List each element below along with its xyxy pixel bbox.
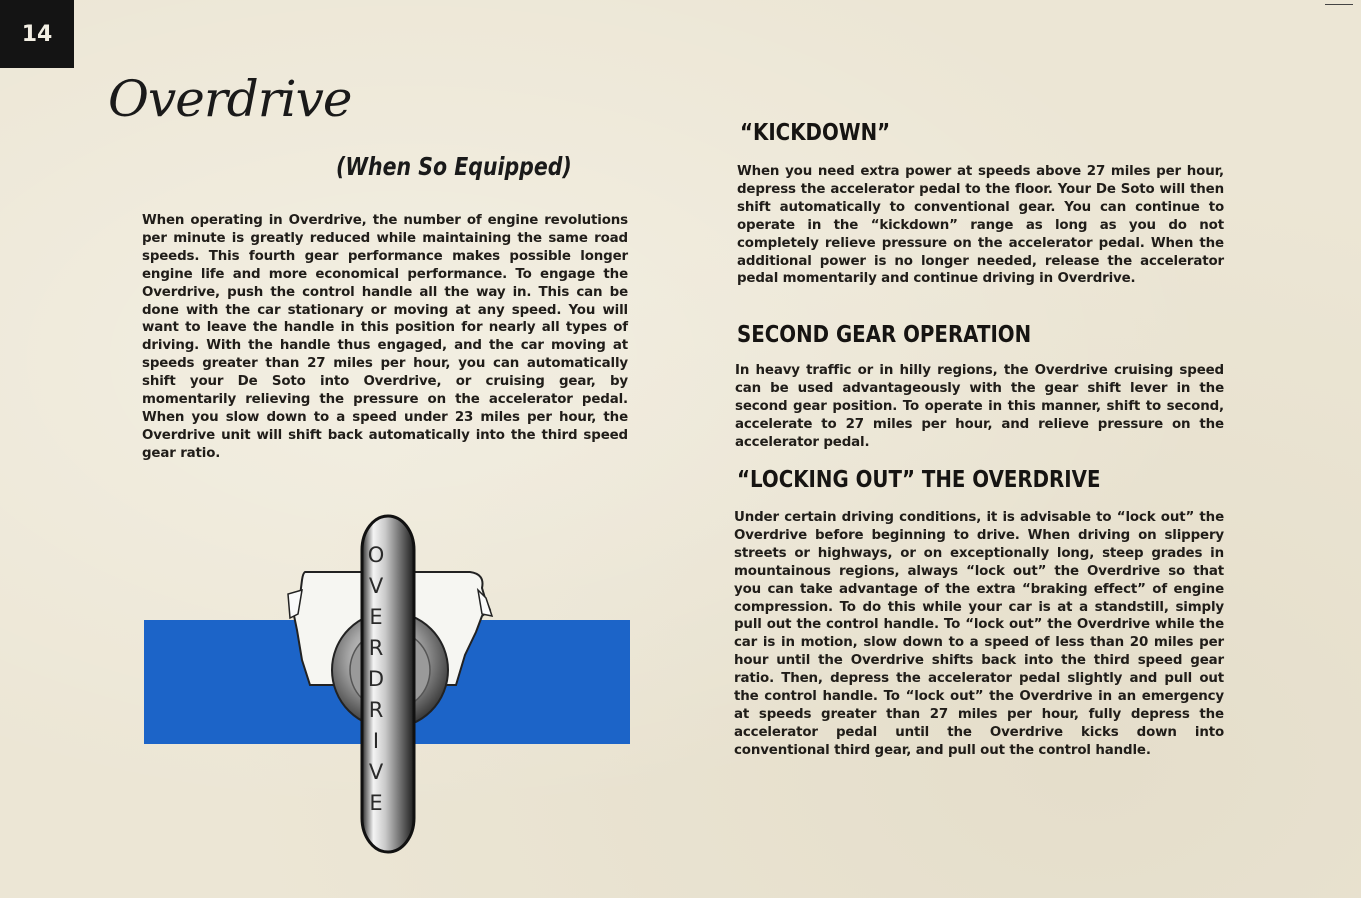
page-number: 14 xyxy=(0,0,74,68)
handle-letter: R xyxy=(368,698,384,722)
kickdown-heading: “KICKDOWN” xyxy=(740,120,891,146)
kickdown-paragraph: When you need extra power at speeds above 27 miles per hour, depress the accelerator pedal to the floor. Your De Soto will then shift automatically to conventional gear. You can continue to operate in the “kickdown” range as long as you do not completely relieve pressure on the accelerator pedal. When the additional power is no longer needed, release the accelerator pedal momentarily and continue driving in Overdrive. xyxy=(737,164,1224,287)
locking-out-paragraph: Under certain driving conditions, it is advisable to “lock out” the Overdrive before beginning to drive. When driving on slippery streets or highways, or on exceptionally long, steep grades in mountainous regions, always “lock out” the Overdrive so that you can take advantage of the extra “braking effect” of engine compression. To do this while your car is at a standstill, simply pull out the control handle. To “lock out” the Overdrive while the car is in motion, slow down to a speed of less than 20 miles per hour until the Overdrive shifts back into the third speed gear ratio. Then, depress the accelerator pedal slightly and pull out the control handle. To “lock out” the Overdrive in an emergency at speeds greater than 27 miles per hour, fully depress the accelerator pedal until the Overdrive kicks down into conventional third gear, and pull out the control handle. xyxy=(734,510,1224,758)
handle-letter: D xyxy=(367,667,385,691)
handle-letter: I xyxy=(372,729,380,753)
handle-lettering xyxy=(368,543,385,815)
intro-paragraph: When operating in Overdrive, the number of engine revolutions per minute is greatly reduced while maintaining the same road speeds. This fourth gear performance makes possible longer engine life and more economical performance. To engage the Overdrive, push the control handle all the way in. This can be done with the car stationary or moving at any speed. You will want to leave the handle in this position for nearly all types of driving. With the handle thus engaged, and the car moving at speeds greater than 27 miles per hour, you can automatically shift your De Soto into Overdrive, or cruising gear, by momentarily relieving the pressure on the accelerator pedal. When you slow down to a speed under 23 miles per hour, the Overdrive unit will shift back automatically into the third speed gear ratio. xyxy=(142,213,628,461)
handle-letter: O xyxy=(367,543,385,567)
page-subtitle: (When So Equipped) xyxy=(336,152,572,181)
top-rule xyxy=(1325,4,1353,5)
page-title: Overdrive xyxy=(108,70,352,128)
handle-letter: V xyxy=(368,574,384,598)
handle-letter: R xyxy=(368,636,384,660)
handle-letter: E xyxy=(369,605,383,629)
locking-out-heading: “LOCKING OUT” THE OVERDRIVE xyxy=(737,467,1101,493)
handle-letter: E xyxy=(369,791,383,815)
handle-letter: V xyxy=(368,760,384,784)
second-gear-paragraph: In heavy traffic or in hilly regions, the Overdrive cruising speed can be used advantageously with the gear shift lever in the second gear position. To operate in this manner, shift to second, accelerate to 27 miles per hour, and relieve pressure on the accelerator pedal. xyxy=(735,363,1224,450)
second-gear-heading: SECOND GEAR OPERATION xyxy=(737,322,1032,348)
overdrive-handle-illustration xyxy=(140,510,640,855)
